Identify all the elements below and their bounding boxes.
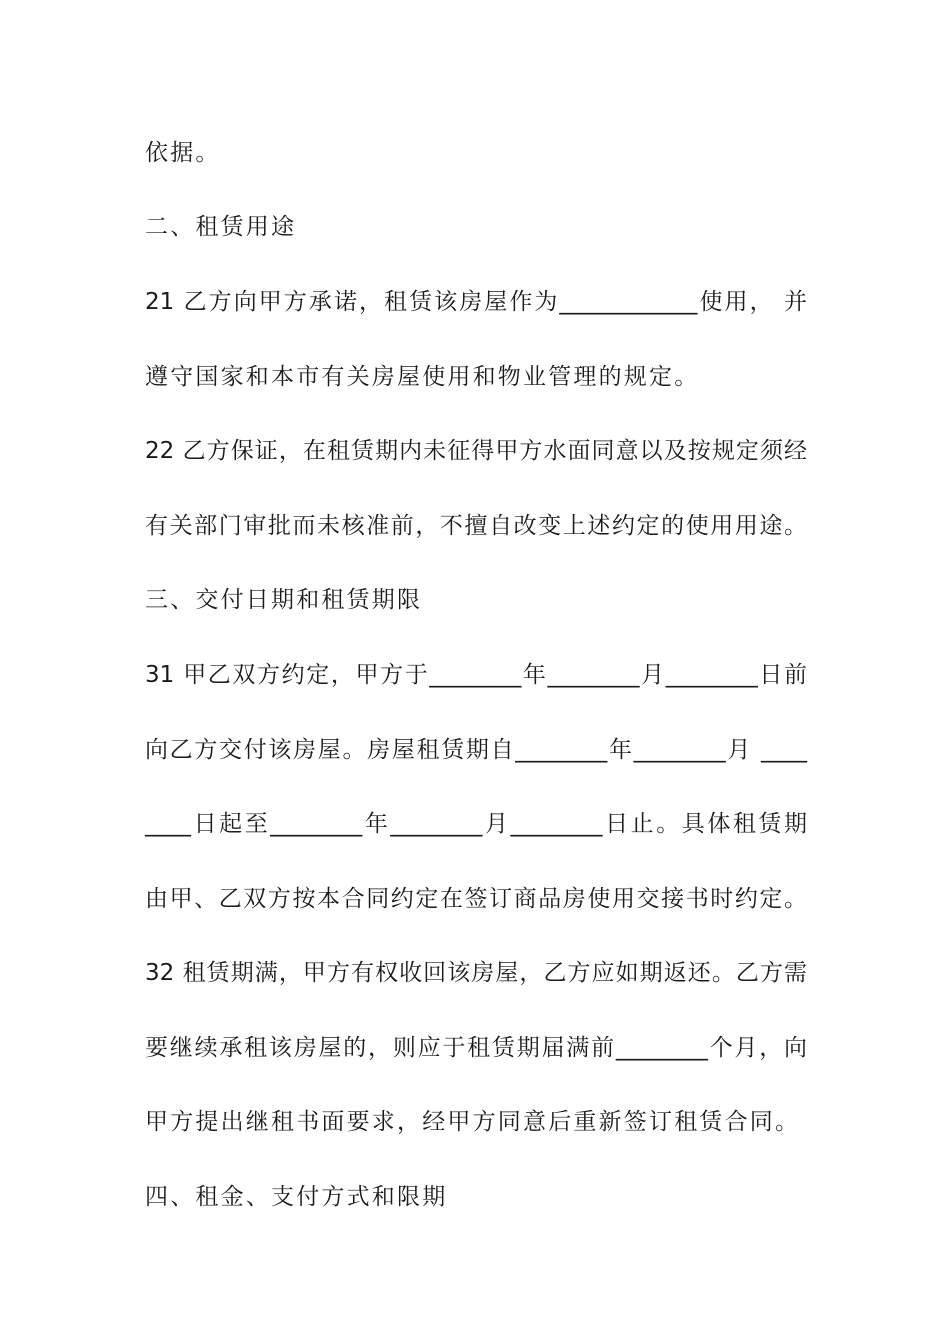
text-line-1: 依据。 bbox=[145, 140, 221, 166]
section-heading-3: 三、交付日期和租赁期限 bbox=[145, 587, 423, 613]
section-heading-4: 四、租金、支付方式和限期 bbox=[145, 1184, 448, 1210]
clause-3-1-line-4: 由甲、乙双方按本合同约定在签订商品房使用交接书时约定。 bbox=[145, 886, 807, 912]
clause-3-2-line-3: 甲方提出继租书面要求，经甲方同意后重新签订租赁合同。 bbox=[145, 1109, 801, 1135]
clause-3-1-line-3: ____日起至________年________月________日止。具体租赁期 bbox=[145, 811, 807, 837]
clause-3-1-line-2: 向乙方交付该房屋。房屋租赁期自________年________月 ____ bbox=[145, 737, 807, 763]
clause-2-2-line-2: 有关部门审批而未核准前，不擅自改变上述约定的使用用途。 bbox=[145, 513, 807, 539]
clause-3-1-line-1: 31 甲乙双方约定，甲方于________年________月________日前 bbox=[145, 662, 807, 688]
clause-3-2-line-2: 要继续承租该房屋的，则应于租赁期届满前________个月，向 bbox=[145, 1035, 807, 1061]
clause-2-1-line-1: 21 乙方向甲方承诺，租赁该房屋作为____________使用， 并 bbox=[145, 289, 807, 315]
clause-2-2-line-1: 22 乙方保证，在租赁期内未征得甲方水面同意以及按规定须经 bbox=[145, 438, 807, 464]
section-heading-2: 二、租赁用途 bbox=[145, 214, 297, 240]
clause-3-2-line-1: 32 租赁期满，甲方有权收回该房屋，乙方应如期返还。乙方需 bbox=[145, 960, 807, 986]
clause-2-1-line-2: 遵守国家和本市有关房屋使用和物业管理的规定。 bbox=[145, 364, 700, 390]
